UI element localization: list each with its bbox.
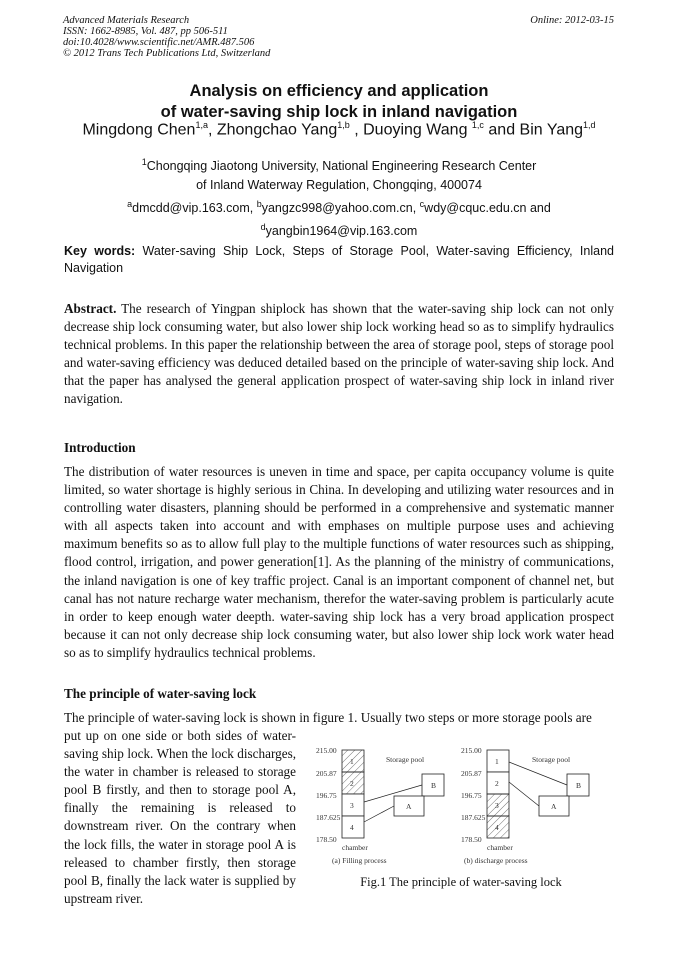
svg-text:1: 1 xyxy=(350,757,354,766)
storage-pool-label: Storage pool xyxy=(532,755,571,764)
svg-text:B: B xyxy=(431,781,437,790)
paper-title-line-2: of water-saving ship lock in inland navigation xyxy=(160,103,518,121)
svg-text:B: B xyxy=(576,781,582,790)
elevation-label: 187.625 xyxy=(316,813,341,822)
elevation-label: 215.00 xyxy=(316,746,337,755)
svg-text:3: 3 xyxy=(350,801,354,810)
journal-copyright: © 2012 Trans Tech Publications Ltd, Switzerland xyxy=(63,48,271,59)
author-name: Duoying Wang xyxy=(363,121,468,139)
panel-filling xyxy=(316,746,444,865)
svg-text:A: A xyxy=(551,802,557,811)
chamber-label: chamber xyxy=(487,843,513,852)
svg-text:4: 4 xyxy=(495,823,499,832)
elevation-label: 205.87 xyxy=(461,769,482,778)
author-name: Zhongchao Yang xyxy=(216,121,338,139)
keywords: Key words: Water-saving Ship Lock, Steps of Storage Pool, Water-saving Efficiency, Inland Navigation xyxy=(64,244,614,276)
elevation-label: 178.50 xyxy=(461,835,482,844)
elevation-label: 187.625 xyxy=(461,813,486,822)
elevation-label: 205.87 xyxy=(316,769,337,778)
introduction-paragraph: The distribution of water resources is uneven in time and space, per capita occupancy volume is quite limited, so water shortage is highly serious in China. In developing and utilizing water resources and in controlling water disasters, planning should be performed in a comprehensive and systematic manner with all aspects taken into account and with emphases on multiple purpose uses and achieving maximum benefits so as to allow full play to the multiple functions of water resources such as shipping, flood control, irrigation, and power generation[1]. As the planning of the ministry of communications, the inland navigation is one of key traffic project. Canal is an important component of channel net, but canal has not nature recharge water mechanism, therefor the water-saving problem is particularly acute in order to keep enough water deepth. water-saving ship lock has a very broad application prospect because it can not only decrease ship lock consuming water, but also lower ship lock work water head so as to simplify hydraulics technical problems. xyxy=(64,464,614,660)
elevation-label: 178.50 xyxy=(316,835,337,844)
author-emails: $^a$dmcdd@vip.163.com, $^b$yangzc998@yahoo.com.cn, $^c$wdy@cquc.edu.cn and xyxy=(127,199,551,216)
journal-name: Advanced Materials Research xyxy=(63,15,190,26)
panel-b-caption: (b) discharge process xyxy=(464,856,528,865)
paper-title-line-1: Analysis on efficiency and application xyxy=(189,82,489,100)
principle-first-line: The principle of water-saving lock is shown in figure 1. Usually two steps or more storage pools are xyxy=(64,710,592,725)
storage-pool-label: Storage pool xyxy=(386,755,425,764)
author-name: Bin Yang xyxy=(519,121,584,139)
svg-text:2: 2 xyxy=(350,779,354,788)
svg-text:3: 3 xyxy=(495,801,499,810)
online-date: Online: 2012-03-15 xyxy=(530,15,614,26)
section-heading-principle: The principle of water-saving lock xyxy=(64,686,257,701)
chamber-label: chamber xyxy=(342,843,368,852)
abstract: Abstract. The research of Yingpan shiplock has shown that the water-saving ship lock can not only decrease ship lock consuming water, but also lower ship lock working head so as to simplify hydraulics technical problems. In this paper the relationship between the area of storage pool, steps of storage pool and water-saving efficiency was deduced detailed based on the principle of water-saving ship lock. And that the paper has analysed the general application prospect of water-saving ship lock in inland river navigation. xyxy=(64,301,614,407)
journal-doi: doi:10.4028/www.scientific.net/AMR.487.506 xyxy=(63,37,255,48)
affiliation: $^1$Chongqing Jiaotong University, National Engineering Research Center of Inland Waterway Regulation, Chongqing, 400074 $^a$dmcdd@vip.163.com, $^b$yangzc998@yahoo.com.cn, $^c$wdy@cquc.edu.cn and $^d$yangbin1964@vip.163.com xyxy=(0,153,678,241)
journal-header xyxy=(63,15,270,59)
panel-discharge xyxy=(461,746,589,865)
author-list: Mingdong Chen$^{1,a}$, Zhongchao Yang$^{1,b}$ , Duoying Wang $^{1,c}$ and Bin Yang$^{1,d}$ xyxy=(82,120,596,139)
author-name: Mingdong Chen xyxy=(82,121,196,139)
svg-text:2: 2 xyxy=(495,779,499,788)
principle-paragraph: put up on one side or both sides of water-saving ship lock. When the lock discharges, the water in chamber is released to storage pool B firstly, and then to storage pool A, finally the remaining is released to downstream river. On the contrary when the lock fills, the water in storage pool A is released to chamber firstly, then storage pool B, finally the lack water is supplied by upstream river. xyxy=(64,728,296,906)
elevation-label: 196.75 xyxy=(316,791,337,800)
figure-caption: Fig.1 The principle of water-saving lock xyxy=(360,875,562,889)
elevation-label: 196.75 xyxy=(461,791,482,800)
journal-issn: ISSN: 1662-8985, Vol. 487, pp 506-511 xyxy=(63,26,228,37)
svg-text:4: 4 xyxy=(350,823,354,832)
panel-a-caption: (a) Filling process xyxy=(332,856,387,865)
section-heading-introduction: Introduction xyxy=(64,440,136,455)
elevation-label: 215.00 xyxy=(461,746,482,755)
svg-text:1: 1 xyxy=(495,757,499,766)
svg-text:A: A xyxy=(406,802,412,811)
